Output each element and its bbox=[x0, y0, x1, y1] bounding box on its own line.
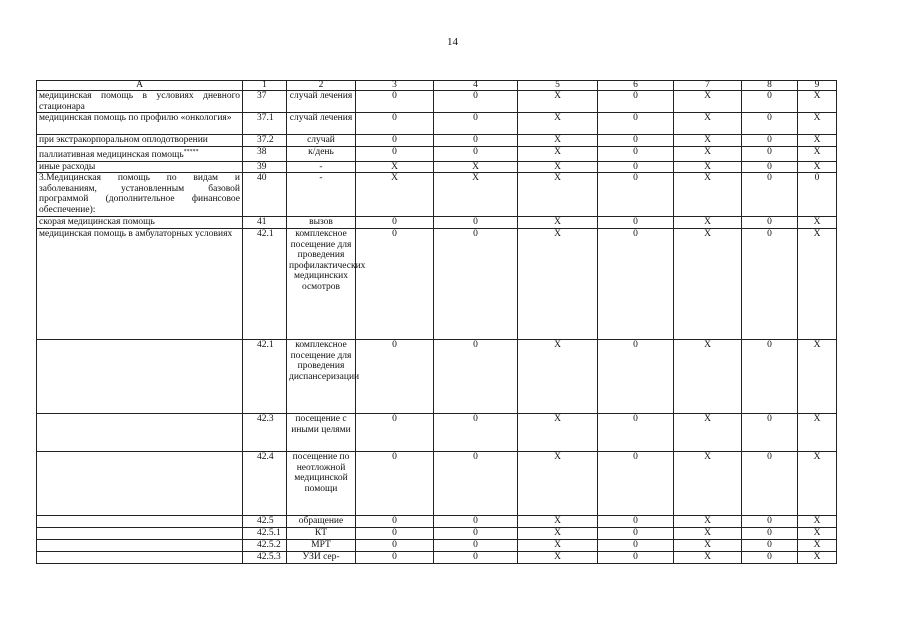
value-cell: X bbox=[518, 173, 598, 217]
value-cell: X bbox=[518, 340, 598, 414]
row-description bbox=[37, 147, 243, 162]
value-cell: X bbox=[674, 147, 742, 162]
row-number: 42.3 bbox=[243, 414, 287, 452]
value-cell: X bbox=[674, 173, 742, 217]
value-cell: 0 bbox=[434, 452, 518, 516]
value-cell: X bbox=[798, 528, 837, 540]
value-cell: X bbox=[798, 229, 837, 340]
unit-cell: комплексное посещение для проведения профилактических медицинских осмотров bbox=[287, 229, 356, 340]
row-description bbox=[37, 552, 243, 564]
value-cell: X bbox=[798, 147, 837, 162]
row-number: 37.1 bbox=[243, 113, 287, 135]
value-cell: X bbox=[674, 91, 742, 113]
unit-cell: к/день bbox=[287, 147, 356, 162]
value-cell: 0 bbox=[598, 452, 674, 516]
value-cell: 0 bbox=[434, 340, 518, 414]
value-cell: 0 bbox=[742, 452, 798, 516]
column-header: 9 bbox=[798, 81, 837, 91]
row-description-text: медицинская помощь в амбулаторных условиях bbox=[39, 229, 233, 240]
unit-cell: случай лечения bbox=[287, 113, 356, 135]
unit-cell: - bbox=[287, 161, 356, 173]
table-row bbox=[37, 452, 837, 516]
table-row bbox=[37, 414, 837, 452]
value-cell: 0 bbox=[434, 217, 518, 229]
value-cell: 0 bbox=[742, 516, 798, 528]
row-number: 37 bbox=[243, 91, 287, 113]
row-description bbox=[37, 161, 243, 173]
value-cell: 0 bbox=[598, 173, 674, 217]
column-header: 1 bbox=[243, 81, 287, 91]
table-row bbox=[37, 540, 837, 552]
row-number: 37.2 bbox=[243, 135, 287, 147]
value-cell: 0 bbox=[742, 217, 798, 229]
row-description-text: паллиативная медицинская помощь bbox=[39, 150, 184, 161]
table-row bbox=[37, 340, 837, 414]
value-cell: 0 bbox=[356, 91, 434, 113]
row-number: 42.5.2 bbox=[243, 540, 287, 552]
value-cell: X bbox=[674, 516, 742, 528]
value-cell: X bbox=[518, 161, 598, 173]
value-cell: 0 bbox=[598, 135, 674, 147]
unit-cell: случай лечения bbox=[287, 91, 356, 113]
value-cell: X bbox=[674, 452, 742, 516]
value-cell: X bbox=[798, 161, 837, 173]
value-cell: 0 bbox=[434, 516, 518, 528]
value-cell: 0 bbox=[356, 414, 434, 452]
value-cell: 0 bbox=[356, 528, 434, 540]
value-cell: 0 bbox=[742, 229, 798, 340]
unit-cell: УЗИ сер- bbox=[287, 552, 356, 564]
column-header: 6 bbox=[598, 81, 674, 91]
value-cell: X bbox=[674, 113, 742, 135]
table-row bbox=[37, 528, 837, 540]
value-cell: 0 bbox=[742, 540, 798, 552]
value-cell: 0 bbox=[598, 414, 674, 452]
row-number: 42.5 bbox=[243, 516, 287, 528]
value-cell: 0 bbox=[598, 540, 674, 552]
value-cell: X bbox=[798, 340, 837, 414]
value-cell: 0 bbox=[434, 229, 518, 340]
value-cell: 0 bbox=[742, 528, 798, 540]
value-cell: 0 bbox=[742, 340, 798, 414]
row-number: 38 bbox=[243, 147, 287, 162]
row-description bbox=[37, 414, 243, 452]
table-row bbox=[37, 229, 837, 340]
value-cell: X bbox=[674, 528, 742, 540]
value-cell: 0 bbox=[434, 147, 518, 162]
value-cell: X bbox=[674, 340, 742, 414]
value-cell: X bbox=[798, 217, 837, 229]
row-number: 42.1 bbox=[243, 229, 287, 340]
data-table bbox=[36, 80, 837, 564]
value-cell: X bbox=[518, 135, 598, 147]
table-row bbox=[37, 552, 837, 564]
value-cell: 0 bbox=[742, 91, 798, 113]
table-row bbox=[37, 173, 837, 217]
value-cell: X bbox=[674, 229, 742, 340]
row-description bbox=[37, 173, 243, 217]
row-number: 39 bbox=[243, 161, 287, 173]
value-cell: X bbox=[518, 516, 598, 528]
value-cell: 0 bbox=[356, 340, 434, 414]
row-description bbox=[37, 135, 243, 147]
value-cell: X bbox=[356, 161, 434, 173]
table-row bbox=[37, 113, 837, 135]
row-number: 42.5.1 bbox=[243, 528, 287, 540]
value-cell: 0 bbox=[598, 552, 674, 564]
value-cell: 0 bbox=[356, 452, 434, 516]
value-cell: X bbox=[798, 516, 837, 528]
table-row bbox=[37, 135, 837, 147]
value-cell: 0 bbox=[598, 528, 674, 540]
value-cell: 0 bbox=[434, 414, 518, 452]
value-cell: X bbox=[518, 229, 598, 340]
value-cell: 0 bbox=[598, 91, 674, 113]
value-cell: 0 bbox=[434, 528, 518, 540]
value-cell: X bbox=[674, 161, 742, 173]
page-number: 14 bbox=[447, 36, 458, 48]
value-cell: 0 bbox=[434, 91, 518, 113]
value-cell: X bbox=[798, 113, 837, 135]
table-row bbox=[37, 147, 837, 162]
row-description bbox=[37, 540, 243, 552]
value-cell: 0 bbox=[356, 516, 434, 528]
value-cell: 0 bbox=[798, 173, 837, 217]
value-cell: X bbox=[518, 113, 598, 135]
value-cell: X bbox=[674, 414, 742, 452]
column-header: 7 bbox=[674, 81, 742, 91]
unit-cell: - bbox=[287, 173, 356, 217]
value-cell: X bbox=[798, 452, 837, 516]
value-cell: X bbox=[518, 452, 598, 516]
value-cell: X bbox=[518, 528, 598, 540]
value-cell: 0 bbox=[434, 135, 518, 147]
value-cell: 0 bbox=[356, 113, 434, 135]
value-cell: X bbox=[518, 414, 598, 452]
unit-cell: посещение с иными целями bbox=[287, 414, 356, 452]
value-cell: X bbox=[674, 217, 742, 229]
value-cell: X bbox=[674, 540, 742, 552]
row-description bbox=[37, 91, 243, 113]
row-description bbox=[37, 516, 243, 528]
value-cell: 0 bbox=[742, 147, 798, 162]
column-header: 2 bbox=[287, 81, 356, 91]
value-cell: 0 bbox=[356, 147, 434, 162]
value-cell: X bbox=[674, 135, 742, 147]
column-header: 4 bbox=[434, 81, 518, 91]
row-description bbox=[37, 452, 243, 516]
value-cell: X bbox=[798, 135, 837, 147]
value-cell: X bbox=[356, 173, 434, 217]
unit-cell: посещение по неотложной медицинской помощи bbox=[287, 452, 356, 516]
table-row bbox=[37, 217, 837, 229]
row-number: 41 bbox=[243, 217, 287, 229]
value-cell: 0 bbox=[598, 217, 674, 229]
row-number: 40 bbox=[243, 173, 287, 217]
row-description-text: иные расходы bbox=[39, 161, 96, 172]
value-cell: 0 bbox=[434, 540, 518, 552]
unit-cell: комплексное посещение для проведения диспансеризации bbox=[287, 340, 356, 414]
unit-cell: случай bbox=[287, 135, 356, 147]
value-cell: 0 bbox=[356, 217, 434, 229]
header-row bbox=[37, 81, 837, 91]
row-description-text: 3.Медицинская помощь по видам и заболеваниям, установленным базовой программой (дополнительное финансовое обеспечение): bbox=[39, 173, 240, 215]
value-cell: 0 bbox=[598, 229, 674, 340]
value-cell: 0 bbox=[356, 540, 434, 552]
table-row bbox=[37, 516, 837, 528]
value-cell: 0 bbox=[434, 113, 518, 135]
footnote-marker: ***** bbox=[183, 149, 199, 155]
value-cell: 0 bbox=[742, 113, 798, 135]
column-header: А bbox=[37, 81, 243, 91]
value-cell: X bbox=[434, 173, 518, 217]
value-cell: 0 bbox=[598, 340, 674, 414]
column-header: 3 bbox=[356, 81, 434, 91]
value-cell: 0 bbox=[742, 552, 798, 564]
value-cell: X bbox=[798, 540, 837, 552]
row-description bbox=[37, 229, 243, 340]
value-cell: X bbox=[798, 91, 837, 113]
value-cell: 0 bbox=[598, 113, 674, 135]
value-cell: 0 bbox=[598, 516, 674, 528]
row-description bbox=[37, 217, 243, 229]
value-cell: 0 bbox=[742, 135, 798, 147]
row-description bbox=[37, 113, 243, 135]
value-cell: X bbox=[674, 552, 742, 564]
row-description-text: скорая медицинская помощь bbox=[39, 217, 155, 228]
value-cell: X bbox=[798, 552, 837, 564]
row-number: 42.4 bbox=[243, 452, 287, 516]
column-header: 5 bbox=[518, 81, 598, 91]
value-cell: X bbox=[798, 414, 837, 452]
column-header: 8 bbox=[742, 81, 798, 91]
row-number: 42.1 bbox=[243, 340, 287, 414]
unit-cell: обращение bbox=[287, 516, 356, 528]
value-cell: X bbox=[518, 147, 598, 162]
value-cell: X bbox=[434, 161, 518, 173]
value-cell: X bbox=[518, 540, 598, 552]
row-description bbox=[37, 340, 243, 414]
row-number: 42.5.3 bbox=[243, 552, 287, 564]
value-cell: 0 bbox=[742, 414, 798, 452]
value-cell: X bbox=[518, 91, 598, 113]
unit-cell: МРТ bbox=[287, 540, 356, 552]
value-cell: 0 bbox=[742, 173, 798, 217]
unit-cell: вызов bbox=[287, 217, 356, 229]
row-description-text: медицинская помощь по профилю «онкология» bbox=[39, 113, 232, 123]
value-cell: X bbox=[518, 217, 598, 229]
unit-cell: КТ bbox=[287, 528, 356, 540]
value-cell: X bbox=[518, 552, 598, 564]
row-description bbox=[37, 528, 243, 540]
table-row bbox=[37, 161, 837, 173]
value-cell: 0 bbox=[598, 161, 674, 173]
value-cell: 0 bbox=[356, 552, 434, 564]
value-cell: 0 bbox=[434, 552, 518, 564]
table-row bbox=[37, 91, 837, 113]
value-cell: 0 bbox=[598, 147, 674, 162]
value-cell: 0 bbox=[356, 229, 434, 340]
row-description-text: при экстракорпоральном оплодотворении bbox=[39, 135, 208, 145]
value-cell: 0 bbox=[742, 161, 798, 173]
row-description-text: медицинская помощь в условиях дневного стационара bbox=[39, 91, 240, 112]
value-cell: 0 bbox=[356, 135, 434, 147]
